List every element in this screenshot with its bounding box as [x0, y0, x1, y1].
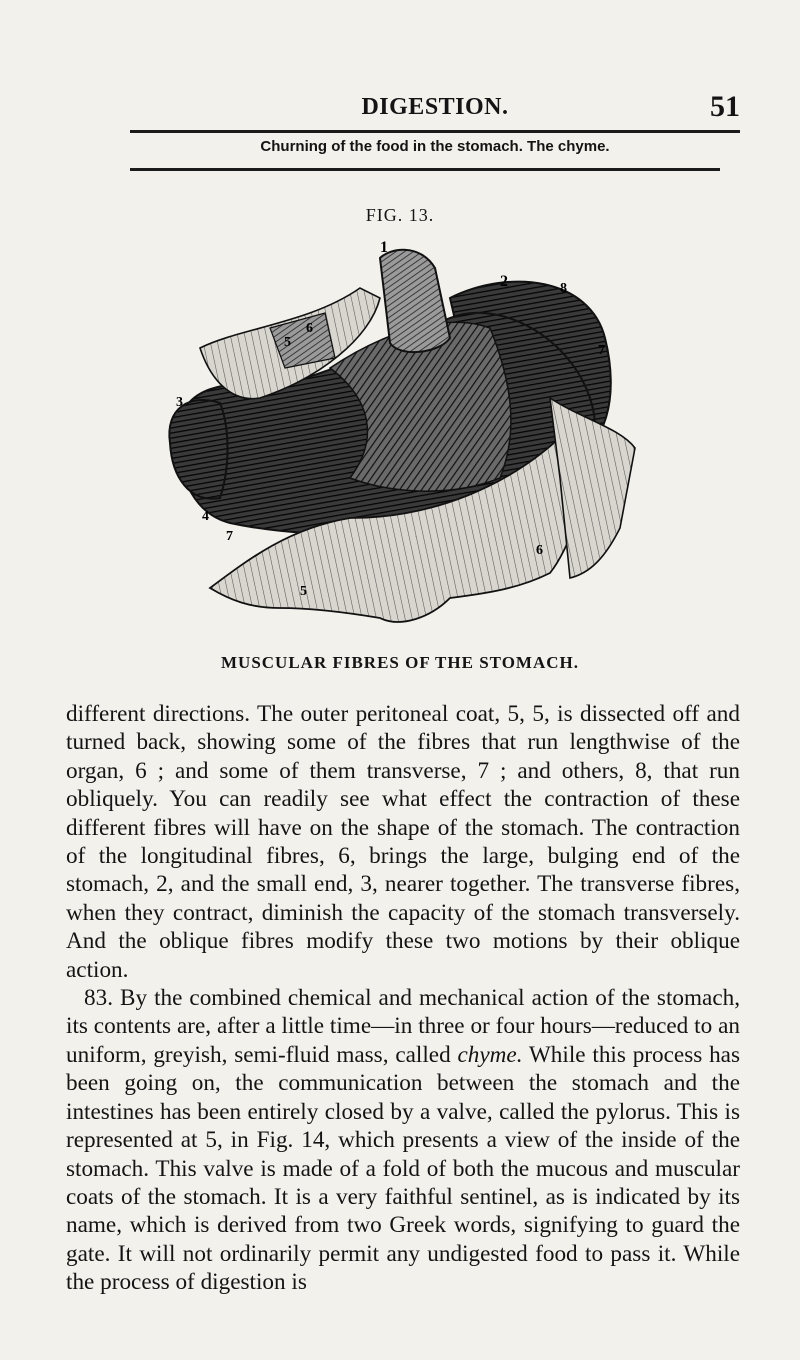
figure-number-7-bottom: 7: [226, 529, 233, 544]
paragraph-2-start: 83. By the combined chemical and mechanical action of the stomach, its contents are, after a little time—in three or four hours—reduced to an uniform, greyish, semi-fluid mass, called: [66, 985, 740, 1068]
figure-number-3: 3: [176, 395, 183, 410]
paragraph-1: different directions. The outer peritoneal coat, 5, 5, is dissected off and turned back, showing some of the fibres that run lengthwise of the organ, 6 ; and some of them transverse, 7 ; and others, 8, that run obliquely. You can readily see what effect the contraction of these different fibres will have on the shape of the stomach. The contraction of the longitudinal fibres, 6, brings the large, bulging end of the stomach, 2, and the small end, 3, nearer together. The transverse fibres, when they contract, diminish the capacity of the stomach transversely. And the oblique fibres modify these two motions by their oblique action.: [66, 701, 740, 983]
figure-number-4: 4: [202, 509, 209, 524]
stomach-illustration: [150, 228, 660, 638]
figure-label: FIG. 13.: [365, 205, 435, 225]
figure-caption: MUSCULAR FIBRES OF THE STOMACH.: [221, 653, 579, 672]
paragraph-2-end: While this process has been going on, the communication between the stomach and the intestines has been entirely closed by a valve, called the pylorus. This is represented at 5, in Fig. 14, which presents a view of the inside of the stomach. This valve is made of a fold of both the mucous and muscular coats of the stomach. It is a very faithful sentinel, as is indicated by its name, which is derived from two Greek words, signifying to guard the gate. It will not ordinarily permit any undigested food to pass it. While the process of digestion is: [66, 1041, 740, 1296]
figure-number-1: 1: [380, 239, 388, 256]
running-head: [130, 90, 740, 124]
paragraph-2: [66, 984, 740, 1296]
figure-number-6-bottom: 6: [536, 543, 543, 558]
term-chyme: chyme.: [457, 1041, 523, 1068]
header-rule-bottom: [130, 168, 720, 171]
header-rule-top: [130, 130, 740, 133]
page-summary: Churning of the food in the stomach. The chyme.: [260, 138, 610, 155]
figure-number-6-top: 6: [306, 321, 313, 336]
body-text: [66, 700, 740, 1297]
page-number: 51: [710, 90, 740, 123]
running-title: DIGESTION.: [361, 94, 509, 120]
figure-number-2: 2: [500, 273, 508, 290]
figure-number-5-top: 5: [284, 335, 291, 350]
figure-number-7-right: 7: [598, 343, 605, 358]
figure-number-5-bottom: 5: [300, 584, 307, 599]
figure-number-8: 8: [560, 281, 567, 296]
